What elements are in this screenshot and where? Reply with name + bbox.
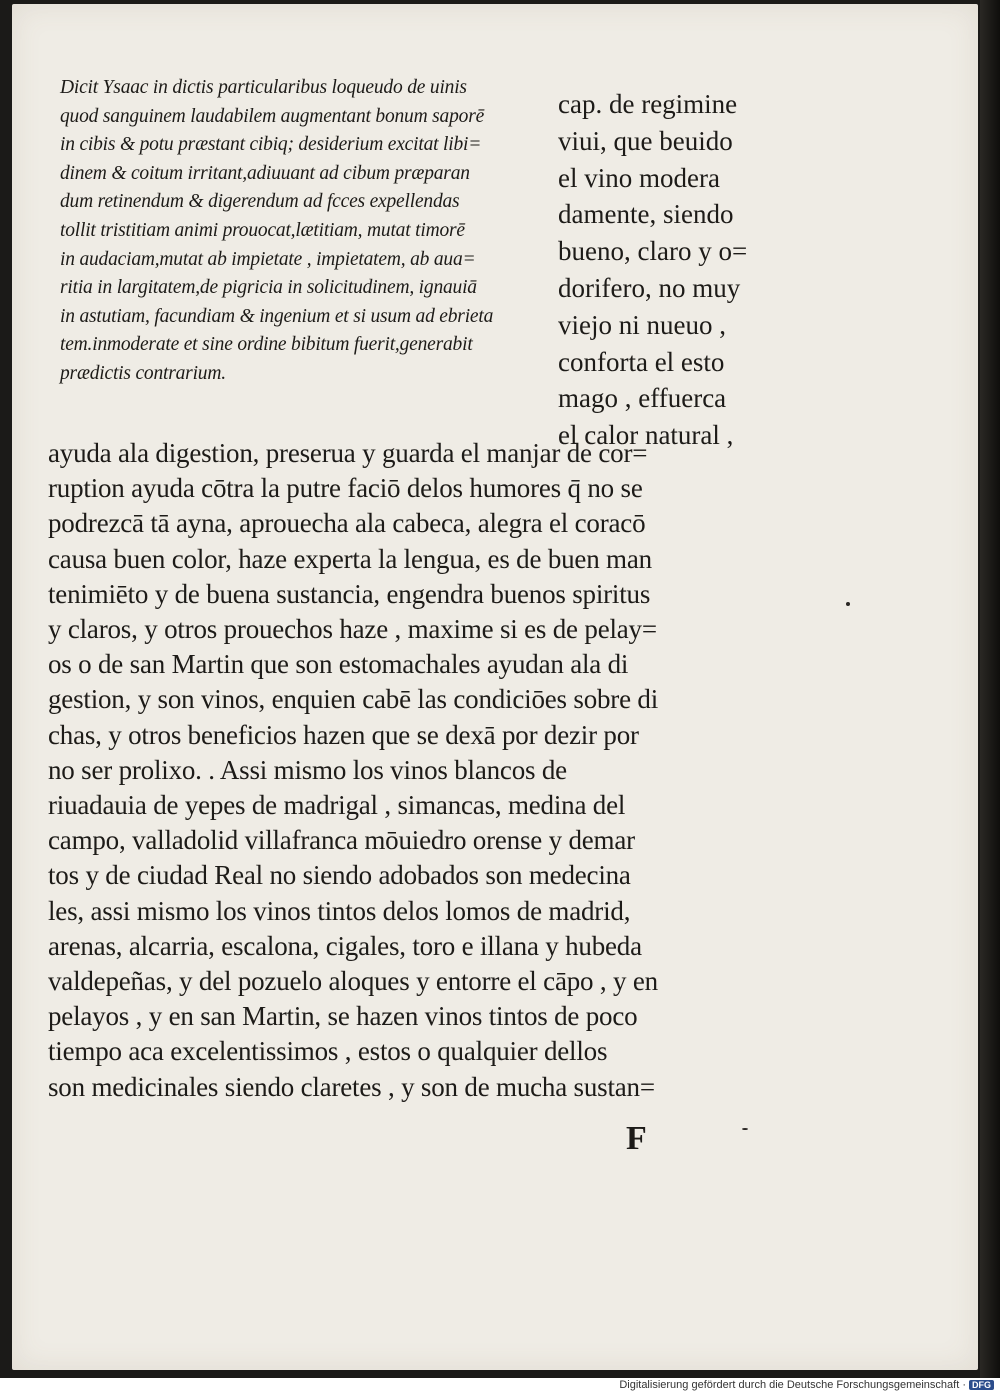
dfg-logo: DFG	[969, 1380, 994, 1390]
side-line: bueno, claro y o=	[558, 236, 748, 267]
body-line: gestion, y son vinos, enquien cabē las condiciōes sobre di	[48, 684, 659, 715]
body-line: riuadauia de yepes de madrigal , simancas, medina del	[48, 790, 626, 821]
side-line: el calor natural ,	[558, 420, 734, 451]
latin-line: in astutiam, facundiam & ingenium et si usum ad ebrieta	[60, 305, 494, 327]
body-line: les, assi mismo los vinos tintos delos lomos de madrid,	[48, 895, 631, 926]
body-line: tenimiēto y de buena sustancia, engendra buenos spiritus	[48, 578, 651, 609]
latin-line: prædictis contrarium.	[60, 362, 226, 384]
body-line: ayuda ala digestion, preserua y guarda el manjar de cor=	[48, 438, 648, 468]
body-line: os o de san Martin que son estomachales ayudan ala di	[48, 649, 629, 680]
latin-line: in cibis & potu præstant cibiq; desiderium excitat libi=	[60, 134, 482, 156]
body-line: valdepeñas, y del pozuelo aloques y entorre el cāpo , y en	[48, 966, 658, 997]
body-line: tiempo aca excelentissimos , estos o qualquier dellos	[48, 1036, 608, 1067]
ink-speck	[846, 602, 850, 606]
side-line: el vino modera	[558, 162, 720, 193]
latin-quotation-block	[60, 74, 550, 389]
body-line: no ser prolixo. . Assi mismo los vinos blancos de	[48, 754, 567, 785]
side-line: viui, que beuido	[558, 125, 733, 156]
latin-line: dum retinendum & digerendum ad fcces expellendas	[60, 191, 460, 213]
latin-line: ritia in largitatem,de pigricia in solicitudinem, ignauiā	[60, 277, 477, 299]
body-line: ruption ayuda cōtra la putre faciō delos humores q̄ no se	[48, 473, 643, 504]
footer-text: Digitalisierung gefördert durch die Deutsche Forschungsgemeinschaft ·	[619, 1379, 966, 1391]
side-line: dorifero, no muy	[558, 272, 741, 303]
side-line: viejo ni nueuo ,	[558, 309, 726, 340]
body-line: arenas, alcarria, escalona, cigales, toro e illana y hubeda	[48, 930, 642, 961]
latin-line: quod sanguinem laudabilem augmentant bonum saporē	[60, 105, 485, 127]
ink-speck	[742, 1128, 748, 1130]
side-line: mago , effuerca	[558, 383, 727, 414]
body-line: campo, valladolid villafranca mōuiedro orense y demar	[48, 825, 635, 856]
side-line: conforta el esto	[558, 346, 725, 377]
footer-credit	[619, 1379, 994, 1391]
signature-mark: F	[626, 1120, 647, 1157]
page-edge-shadow	[980, 0, 1000, 1378]
latin-line: in audaciam,mutat ab impietate , impietatem, ab aua=	[60, 248, 476, 270]
latin-line: dinem & coitum irritant,adiuuant ad cibum præparan	[60, 162, 470, 184]
latin-line: tem.inmoderate et sine ordine bibitum fuerit,generabit	[60, 334, 473, 356]
body-line: podrezcā tā ayna, aprouecha ala cabeca, alegra el coracō	[48, 508, 646, 539]
latin-line: Dicit Ysaac in dictis particularibus loqueudo de uinis	[60, 77, 467, 98]
body-line: chas, y otros beneficios hazen que se dexā por dezir por	[48, 719, 639, 750]
side-line: damente, siendo	[558, 199, 734, 230]
side-column-text	[558, 86, 798, 454]
body-line: pelayos , y en san Martin, se hazen vinos tintos de poco	[48, 1001, 638, 1032]
side-line: cap. de regimine	[558, 89, 738, 119]
body-line: causa buen color, haze experta la lengua, es de buen man	[48, 543, 652, 574]
latin-line: tollit tristitiam animi prouocat,lætitiam, mutat timorē	[60, 219, 465, 241]
main-body-text	[48, 436, 788, 1105]
body-line: son medicinales siendo claretes , y son de mucha sustan=	[48, 1071, 655, 1102]
body-line: tos y de ciudad Real no siendo adobados son medecina	[48, 860, 631, 891]
body-line: y claros, y otros prouechos haze , maxime si es de pelay=	[48, 614, 657, 645]
